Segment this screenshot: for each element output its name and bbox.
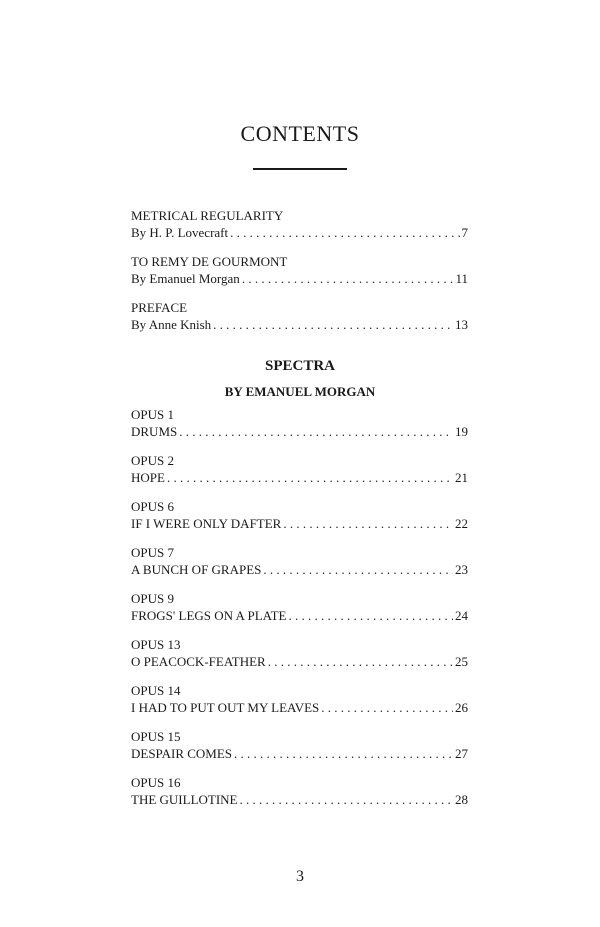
- toc-entry-title: IF I WERE ONLY DAFTER: [131, 516, 282, 531]
- toc-entry-line: [131, 515, 468, 532]
- toc-entry-page: 21: [455, 470, 468, 485]
- toc-entry-line: [131, 224, 468, 241]
- page-number: 3: [296, 868, 304, 885]
- toc-entry[interactable]: [131, 253, 468, 287]
- dot-leader: [288, 607, 453, 624]
- dot-leader: [240, 791, 454, 808]
- front-matter-list: [131, 207, 468, 333]
- toc-entry-page: 19: [455, 424, 468, 439]
- toc-entry-title: A BUNCH OF GRAPES: [131, 562, 262, 577]
- toc-entry[interactable]: [131, 299, 468, 333]
- toc-entry-page: 25: [455, 654, 468, 669]
- dot-leader: [179, 423, 453, 440]
- toc-entry-title: DESPAIR COMES: [131, 746, 233, 761]
- toc-entry-opus: OPUS 1: [131, 407, 174, 422]
- toc-entry-line: [131, 745, 468, 762]
- toc-entry-page: 23: [455, 562, 468, 577]
- toc-entry-page: 13: [455, 317, 468, 332]
- toc-entry-opus: OPUS 13: [131, 637, 181, 652]
- toc-entry-line: [131, 791, 468, 808]
- toc-entry-page: 7: [461, 225, 468, 240]
- toc-entry[interactable]: [131, 682, 468, 716]
- dot-leader: [242, 270, 454, 287]
- toc-entry-line: [131, 469, 468, 486]
- dot-leader: [234, 745, 453, 762]
- toc-entry-title: PREFACE: [131, 300, 188, 315]
- toc-entry-line: [131, 653, 468, 670]
- toc-entry[interactable]: [131, 544, 468, 578]
- dot-leader: [230, 224, 459, 241]
- toc-entry-title: O PEACOCK-FEATHER: [131, 654, 266, 669]
- toc-entry-page: 11: [455, 271, 468, 286]
- toc-entry-author: By Anne Knish: [131, 317, 212, 332]
- toc-entry[interactable]: [131, 406, 468, 440]
- toc-entry-line: [131, 561, 468, 578]
- toc-entry-title: HOPE: [131, 470, 165, 485]
- toc-entry-page: 27: [455, 746, 468, 761]
- toc-entry-line: [131, 607, 468, 624]
- toc-entry-title: THE GUILLOTINE: [131, 792, 238, 807]
- toc-entry-title: FROGS' LEGS ON A PLATE: [131, 608, 287, 623]
- toc-entry-opus: OPUS 16: [131, 775, 181, 790]
- toc-entry-author: By Emanuel Morgan: [131, 271, 240, 286]
- page-title: CONTENTS: [240, 121, 360, 146]
- dot-leader: [167, 469, 453, 486]
- toc-entry[interactable]: [131, 498, 468, 532]
- toc-entry[interactable]: [131, 207, 468, 241]
- toc-entry[interactable]: [131, 728, 468, 762]
- section-title: SPECTRA: [264, 358, 335, 374]
- toc-entry-line: [131, 423, 468, 440]
- toc-entry-title: TO REMY DE GOURMONT: [131, 254, 288, 269]
- toc-entry-line: [131, 270, 468, 287]
- title-rule: [253, 168, 347, 170]
- section-entry-list: [131, 406, 468, 808]
- toc-entry-opus: OPUS 2: [131, 453, 174, 468]
- dot-leader: [321, 699, 453, 716]
- toc-entry-opus: OPUS 15: [131, 729, 181, 744]
- toc-entry-author: By H. P. Lovecraft: [131, 225, 229, 240]
- toc-entry[interactable]: [131, 774, 468, 808]
- toc-entry-line: [131, 699, 468, 716]
- toc-entry-opus: OPUS 6: [131, 499, 174, 514]
- toc-entry-title: I HAD TO PUT OUT MY LEAVES: [131, 700, 320, 715]
- toc-entry-opus: OPUS 7: [131, 545, 174, 560]
- toc-entry-page: 24: [455, 608, 468, 623]
- toc-entry-page: 26: [455, 700, 468, 715]
- toc-entry-line: [131, 316, 468, 333]
- toc-entry-title: DRUMS: [131, 424, 178, 439]
- dot-leader: [213, 316, 453, 333]
- toc-entry[interactable]: [131, 590, 468, 624]
- toc-entry-opus: OPUS 9: [131, 591, 174, 606]
- toc-entry-page: 28: [455, 792, 468, 807]
- toc-entry[interactable]: [131, 636, 468, 670]
- dot-leader: [283, 515, 453, 532]
- section-subtitle: BY EMANUEL MORGAN: [224, 384, 376, 399]
- toc-entry-opus: OPUS 14: [131, 683, 181, 698]
- dot-leader: [268, 653, 453, 670]
- toc-entry-title: METRICAL REGULARITY: [131, 208, 284, 223]
- toc-entry-page: 22: [455, 516, 468, 531]
- toc-entry[interactable]: [131, 452, 468, 486]
- dot-leader: [263, 561, 453, 578]
